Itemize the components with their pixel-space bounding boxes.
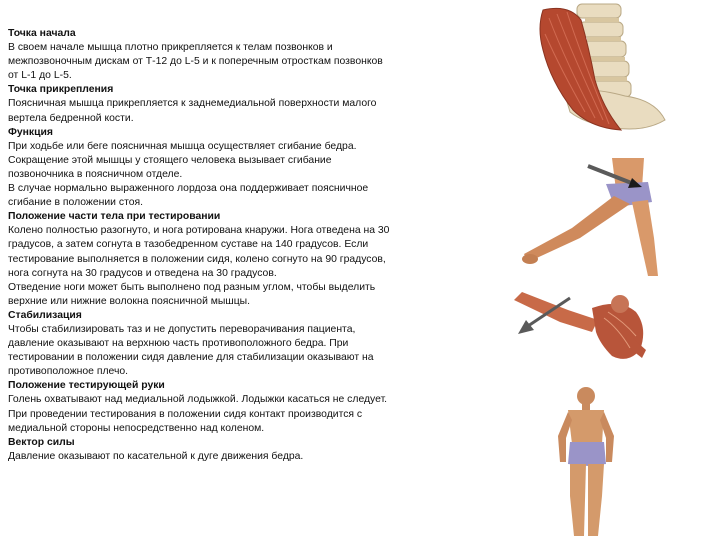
- leg-abduction-figure: [520, 158, 670, 280]
- lying-figure-arrow: [508, 288, 658, 368]
- body-line: тестировании в положении сидя давление для стабилизации оказывают на: [8, 352, 374, 364]
- spine-muscle-illustration: [525, 0, 675, 135]
- body-line: медиальной стороны непосредственно над коленом.: [8, 422, 265, 434]
- body-line: тестирование выполняется в положении сидя, колено согнуто на 90 градусов,: [8, 253, 386, 265]
- body-line: При ходьбе или беге поясничная мышца осуществляет сгибание бедра.: [8, 140, 357, 152]
- section-heading: Вектор силы: [8, 436, 75, 448]
- section-heading: Положение части тела при тестировании: [8, 211, 221, 223]
- body-line: от L-1 до L-5.: [8, 70, 72, 82]
- body-line: Поясничная мышца прикрепляется к заднемедиальной поверхности малого: [8, 98, 377, 110]
- body-line: Отведение ноги может быть выполнено под разным углом, чтобы выделить: [8, 281, 376, 293]
- body-line: верхние или нижние волокна поясничной мышцы.: [8, 295, 251, 307]
- body-line: давление оказывают на верхнюю часть противоположного бедра. При: [8, 338, 349, 350]
- body-line: позвоночника в поясничном отделе.: [8, 168, 183, 180]
- body-line: Чтобы стабилизировать таз и не допустить переворачивания пациента,: [8, 323, 356, 335]
- section-heading: Точка начала: [8, 28, 76, 39]
- section-heading: Положение тестирующей руки: [8, 380, 165, 392]
- body-line: сгибание в положении стоя.: [8, 197, 144, 209]
- body-line: Голень охватывают над медиальной лодыжкой. Лодыжки касаться не следует.: [8, 394, 388, 406]
- body-line: нога согнута на 30 градусов и отведена на 30 градусов.: [8, 267, 277, 279]
- body-line: В своем начале мышца плотно прикрепляется к телам позвонков и: [8, 42, 333, 54]
- text-block: [8, 27, 458, 464]
- section-heading: Функция: [8, 126, 53, 138]
- body-line: Давление оказывают по касательной к дуге движения бедра.: [8, 450, 304, 462]
- section-heading: Стабилизация: [8, 309, 82, 321]
- body-line: межпозвоночным дискам от Т-12 до L-5 и к поперечным отросткам позвонков: [8, 56, 383, 68]
- body-line: В случае нормально выраженного лордоза она поддерживает поясничное: [8, 183, 369, 195]
- section-heading: Точка прикрепления: [8, 84, 114, 96]
- body-line: вертела бедренной кости.: [8, 112, 134, 124]
- body-line: Колено полностью разогнуто, и нога ротирована кнаружи. Нога отведена на 30: [8, 225, 390, 237]
- standing-man-figure: [540, 386, 640, 540]
- body-line: противоположное плечо.: [8, 366, 129, 378]
- body-line: градусов, а затем согнута в тазобедренном суставе на 140 градусов. Если: [8, 239, 369, 251]
- body-line: При проведении тестирования в положении сидя контакт производится с: [8, 408, 363, 420]
- body-line: Сокращение этой мышцы у стоящего человека вызывает сгибание: [8, 154, 332, 166]
